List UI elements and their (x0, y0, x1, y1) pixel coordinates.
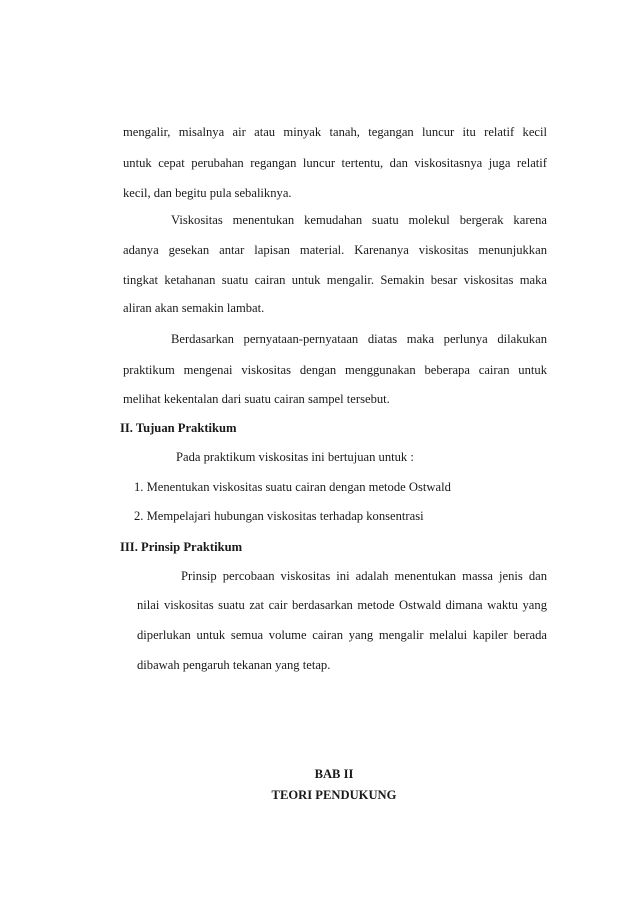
section-2-item-1: 1. Menentukan viskositas suatu cairan dengan metode Ostwald (134, 480, 451, 494)
paragraph-2-line-3: tingkat ketahanan suatu cairan untuk mengalir. Semakin besar viskositas maka (123, 273, 547, 287)
section-3-line-2: nilai viskositas suatu zat cair berdasarkan metode Ostwald dimana waktu yang (137, 598, 547, 612)
paragraph-1-line-2: untuk cepat perubahan regangan luncur tertentu, dan viskositasnya juga relatif (123, 156, 547, 170)
paragraph-3-line-3: melihat kekentalan dari suatu cairan sampel tersebut. (123, 392, 390, 406)
section-3-line-1: Prinsip percobaan viskositas ini adalah menentukan massa jenis dan (181, 569, 547, 583)
chapter-number: BAB II (314, 767, 354, 781)
paragraph-3-line-2: praktikum mengenai viskositas dengan menggunakan beberapa cairan untuk (123, 363, 547, 377)
paragraph-1-line-1: mengalir, misalnya air atau minyak tanah, tegangan luncur itu relatif kecil (123, 125, 547, 139)
section-2-item-2: 2. Mempelajari hubungan viskositas terhadap konsentrasi (134, 509, 424, 523)
section-3-heading: III. Prinsip Praktikum (120, 540, 243, 554)
paragraph-2-line-4: aliran akan semakin lambat. (123, 301, 265, 315)
section-2-heading: II. Tujuan Praktikum (120, 421, 237, 435)
section-2-intro: Pada praktikum viskositas ini bertujuan untuk : (176, 450, 414, 464)
paragraph-2-line-1: Viskositas menentukan kemudahan suatu molekul bergerak karena (171, 213, 547, 227)
chapter-title: TEORI PENDUKUNG (271, 788, 397, 802)
paragraph-1-line-3: kecil, dan begitu pula sebaliknya. (123, 186, 292, 200)
section-3-line-4: dibawah pengaruh tekanan yang tetap. (137, 658, 331, 672)
paragraph-2-line-2: adanya gesekan antar lapisan material. Karenanya viskositas menunjukkan (123, 243, 547, 257)
paragraph-3-line-1: Berdasarkan pernyataan-pernyataan diatas maka perlunya dilakukan (171, 332, 547, 346)
section-3-line-3: diperlukan untuk semua volume cairan yang mengalir melalui kapiler berada (137, 628, 547, 642)
